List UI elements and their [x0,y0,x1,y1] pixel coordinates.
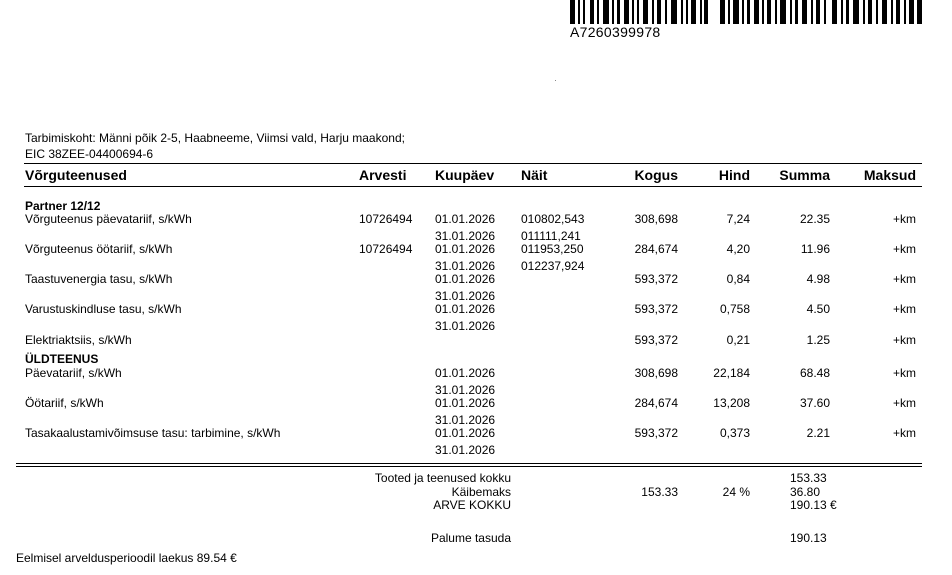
row-4-price: 0,21 [726,333,750,347]
row-6-qty: 284,674 [634,396,678,410]
vat-base: 153.33 [641,485,678,499]
row-1-reading2: 012237,924 [521,259,585,273]
row-5-date2: 31.01.2026 [435,383,496,397]
eic-line: EIC 38ZEE-04400694-6 [25,147,154,161]
vat-label: Käibemaks [451,485,511,499]
row-7-name: Tasakaalustamivõimsuse tasu: tarbimine, s/kWh [25,426,281,440]
row-4-tax: +km [892,333,916,347]
products-total-sum: 153.33 [790,471,827,485]
header-meter: Arvesti [359,167,407,183]
barcode [570,0,922,24]
section-partner: Partner 12/12 [25,199,101,213]
row-2-price: 0,84 [726,272,750,286]
row-6-date2: 31.01.2026 [435,413,496,427]
row-3-tax: +km [892,302,916,316]
row-0-reading1: 010802,543 [521,212,585,226]
row-6-price: 13,208 [713,396,750,410]
row-5-price: 22,184 [713,366,750,380]
row-4-qty: 593,372 [634,333,678,347]
vat-rate: 24 % [722,485,750,499]
header-bottom-rule [24,186,922,187]
row-0-price: 7,24 [726,212,750,226]
header-sum: Summa [779,167,830,183]
products-total-label: Tooted ja teenused kokku [374,471,511,485]
row-1-name: Võrguteenus öötariif, s/kWh [25,242,173,256]
row-5-sum: 68.48 [799,366,830,380]
section-general-service: ÜLDTEENUS [25,352,99,366]
row-0-tax: +km [892,212,916,226]
previous-period-payment: Eelmisel arveldusperioodil laekus 89.54 € [16,551,237,565]
row-1-tax: +km [892,242,916,256]
row-6-date1: 01.01.2026 [435,396,496,410]
row-1-meter: 10726494 [359,242,413,256]
row-2-name: Taastuvenergia tasu, s/kWh [25,272,173,286]
row-5-tax: +km [892,366,916,380]
row-7-price: 0,373 [719,426,750,440]
header-price: Hind [718,167,750,183]
pay-label: Palume tasuda [430,531,511,545]
row-7-date2: 31.01.2026 [435,443,496,457]
row-6-tax: +km [892,396,916,410]
row-6-name: Öötariif, s/kWh [25,396,104,410]
row-3-price: 0,758 [719,302,750,316]
totals-double-rule-bottom [16,466,922,467]
header-date: Kuupäev [435,167,495,183]
row-5-name: Päevatariif, s/kWh [25,366,122,380]
row-1-date2: 31.01.2026 [435,259,496,273]
address-line: Tarbimiskoht: Männi põik 2-5, Haabneeme, Viimsi vald, Harju maakond; [25,131,405,145]
row-5-date1: 01.01.2026 [435,366,496,380]
header-reading: Näit [521,167,548,183]
row-3-sum: 4.50 [806,302,830,316]
invoice-total-sum: 190.13 € [790,498,837,512]
header-service: Võrguteenused [25,167,127,183]
header-qty: Kogus [634,167,678,183]
header-tax: Maksud [863,167,916,183]
row-0-sum: 22.35 [799,212,830,226]
row-3-name: Varustuskindluse tasu, s/kWh [25,302,182,316]
row-2-date1: 01.01.2026 [435,272,496,286]
row-7-tax: +km [892,426,916,440]
totals-double-rule-top [16,463,922,464]
row-3-qty: 593,372 [634,302,678,316]
invoice-total-label: ARVE KOKKU [433,498,511,512]
row-1-reading1: 011953,250 [521,242,584,256]
row-0-date2: 31.01.2026 [435,229,496,243]
row-6-sum: 37.60 [799,396,830,410]
row-0-qty: 308,698 [634,212,678,226]
row-7-date1: 01.01.2026 [435,426,496,440]
header-top-rule [24,163,922,164]
row-2-tax: +km [892,272,916,286]
row-3-date1: 01.01.2026 [435,302,496,316]
row-3-date2: 31.01.2026 [435,319,496,333]
row-2-sum: 4.98 [806,272,830,286]
row-5-qty: 308,698 [634,366,678,380]
pay-sum: 190.13 [790,531,827,545]
vat-sum: 36.80 [790,485,821,499]
row-7-qty: 593,372 [634,426,678,440]
scan-dot [555,80,556,81]
row-2-qty: 593,372 [634,272,678,286]
row-1-date1: 01.01.2026 [435,242,496,256]
row-7-sum: 2.21 [806,426,830,440]
row-0-reading2: 011111,241 [521,229,581,243]
row-4-sum: 1.25 [806,333,830,347]
row-1-price: 4,20 [726,242,750,256]
row-0-meter: 10726494 [359,212,413,226]
row-0-name: Võrguteenus päevatariif, s/kWh [25,212,192,226]
row-1-sum: 11.96 [800,242,830,256]
row-2-date2: 31.01.2026 [435,289,496,303]
row-0-date1: 01.01.2026 [435,212,496,226]
row-4-name: Elektriaktsiis, s/kWh [25,333,132,347]
barcode-number: A7260399978 [570,24,661,40]
row-1-qty: 284,674 [634,242,678,256]
